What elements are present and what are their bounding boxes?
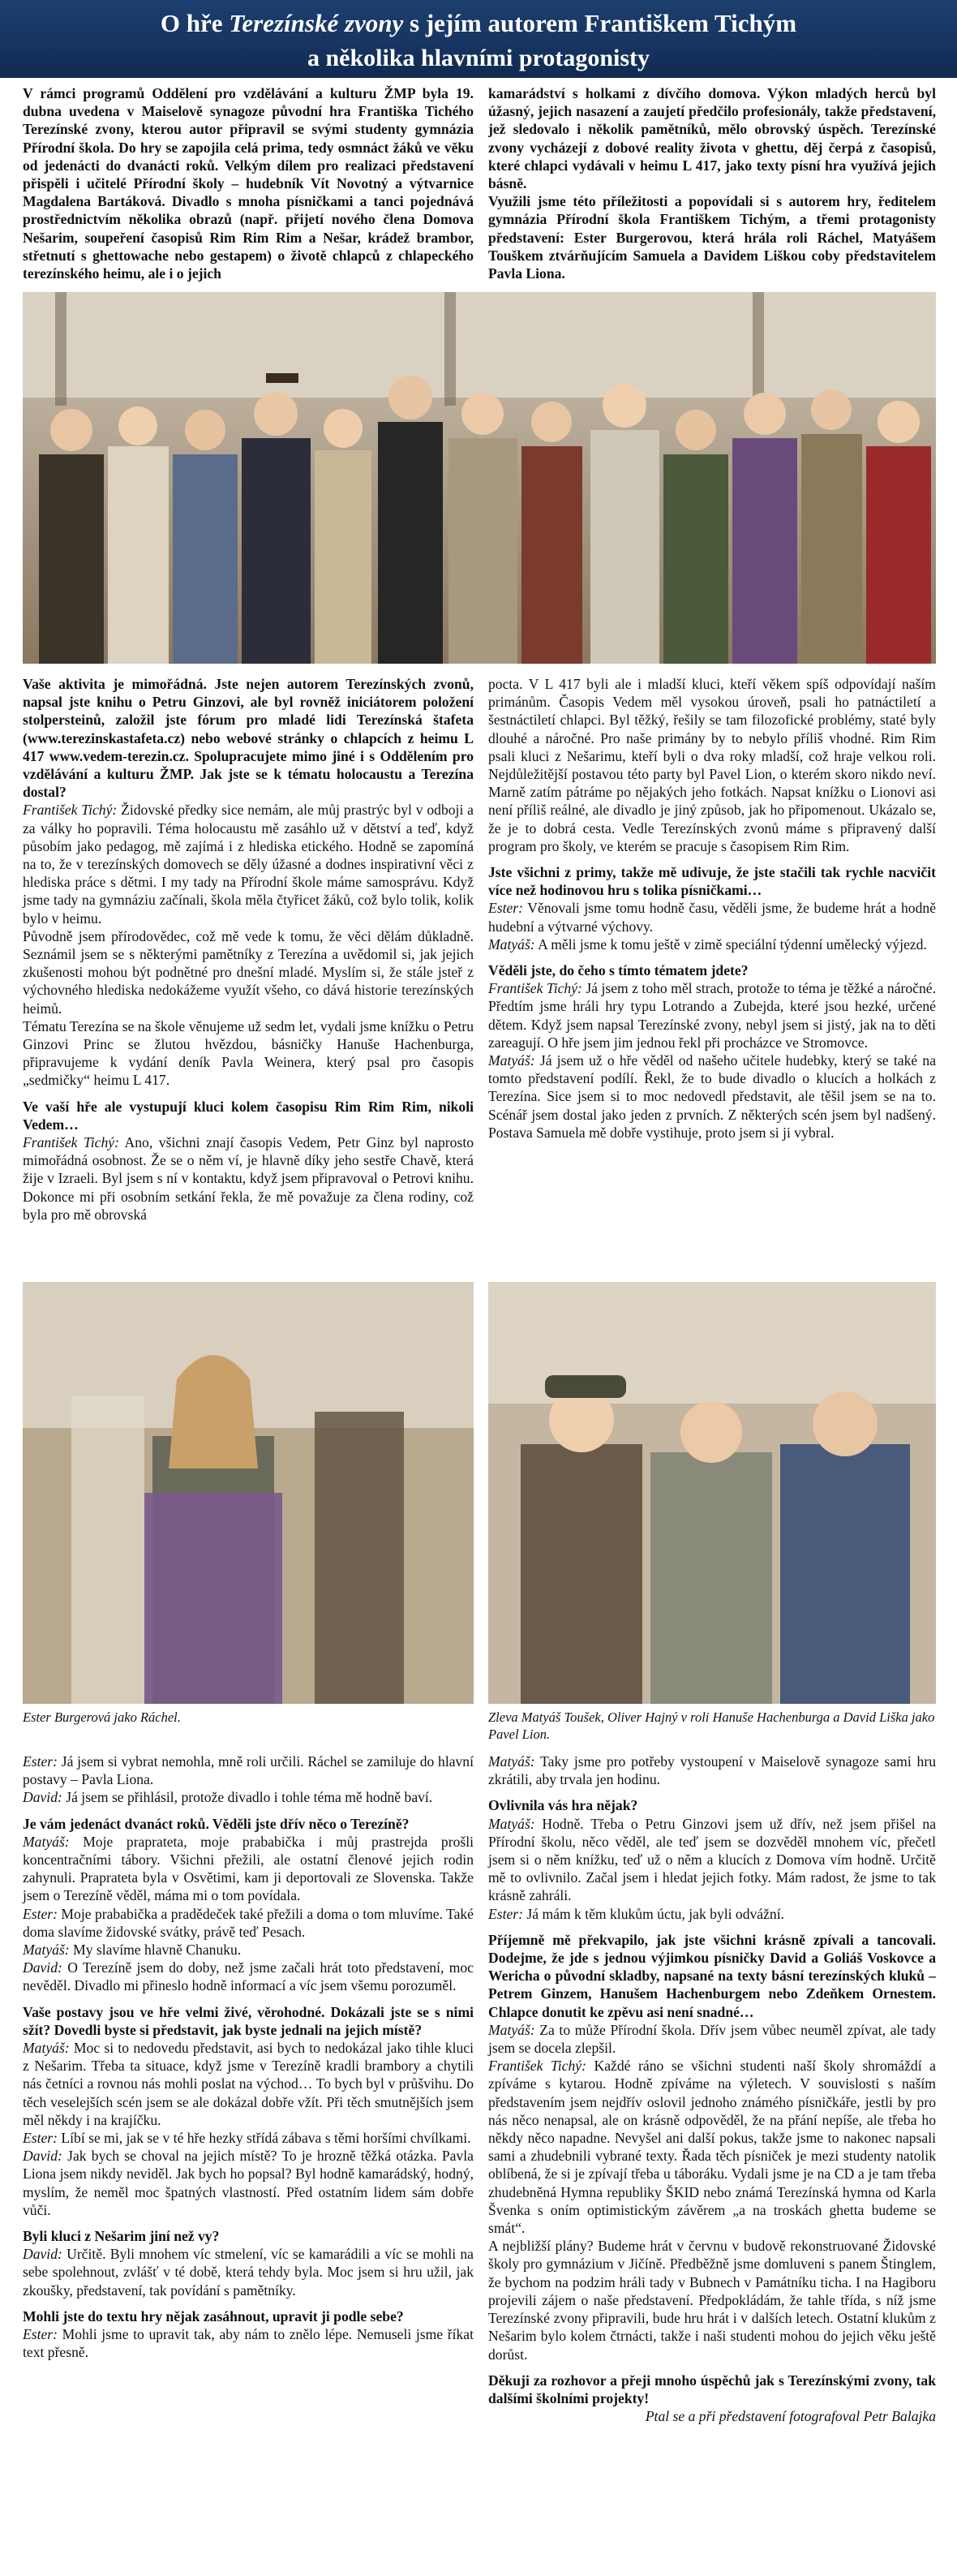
question: Vaše aktivita je mimořádná. Jste nejen autorem Terezínských zvonů, napsal jste knihu o Petru Ginzovi, ale byl rovněž iniciátorem položení stolpersteinů, založil jste fórum pro mladé lidi Terezínská štafeta (www.terezinskastafeta.cz) nebo webové stránky o chlapcích z heimu L 417 www.vedem-terezin.cz. Spolupracujete mimo jiné i s Oddělením pro vzdělávání a kulturu ŽMP. Jak jste se k tématu holocaustu a Terezína dostal?	[23, 676, 474, 801]
answer-text: Já jsem už o hře věděl od našeho učitele hudebky, který se také na tomto představení podílí. Řekl, že to bude divadlo o klucích a holkách z Terezína. Sice jsem si to moc nedovedl představit, ale těšil jsem se na to. Scénář jsem dostal jako jeden z prvních. Z některých scén jsem byl nadšený. Postava Samuela mě dobře vystihuje, proto jsem si ji vybral.	[488, 1052, 936, 1141]
main-stage-photo	[23, 292, 936, 664]
speaker: František Tichý:	[488, 2058, 586, 2075]
photo-caption: Zleva Matyáš Toušek, Oliver Hajný v roli Hanuše Hachenburga a David Liška jako Pavel Lion.	[488, 1709, 935, 1742]
answer-text: Já jsem si vybrat nemohla, mně roli určili. Ráchel se zamiluje do hlavní postavy – Pavla Liona.	[23, 1753, 474, 1788]
photo-boys	[488, 1282, 936, 1704]
answer	[23, 2129, 474, 2147]
answer-text: Moc si to nedovedu představit, asi bych to nedokázal jako tihle kluci z Nešarim. Třeba ta situace, když jsme v Terezíně kradli brambory a chytili nás četníci a rovnou nás mohli poslat na východ… To bych byl v průšvihu. Do těch veselejších scén jsem se ale dokázal dobře vžít. Při těch smutnějších jsem měl někdy i na krajíčku.	[23, 2040, 474, 2128]
girl-on-stage-photo	[23, 1282, 474, 1704]
speaker: Matyáš:	[488, 1052, 535, 1069]
speaker: Ester:	[23, 1753, 58, 1770]
question: Ovlivnila vás hra nějak?	[488, 1797, 638, 1814]
answer	[23, 1959, 474, 1994]
answer-text: Líbí se mi, jak se v té hře hezky střídá zábava s těmi horšími chvílkami.	[58, 2130, 471, 2147]
speaker: Matyáš:	[488, 2021, 535, 2038]
answer-text: Tématu Terezína se na škole věnujeme už sedm let, vydali jsme knížku o Petru Ginzovi Princ se žlutou hvězdou, básničky Hanuše Hachenburga, připravujeme k vydání deník Pavla Weinera, který psal pro časopis „sedmičky“ heimu L 417.	[23, 1017, 474, 1089]
article-subtitle: a několika hlavními protagonisty	[307, 45, 650, 71]
three-boys-photo	[488, 1282, 936, 1704]
speaker: David:	[23, 1959, 62, 1976]
question: Mohli jste do textu hry nějak zasáhnout, upravit ji podle sebe?	[23, 2307, 404, 2324]
question: Vaše postavy jsou ve hře velmi živé, věrohodné. Dokázali jste se s nimi sžít? Dovedli byste si představit, jak byste jednali na jejich místě?	[23, 2003, 474, 2038]
answer-text: O Terezíně jsem do doby, než jsme začali hrát toto představení, moc nevěděl. Divadlo mi přineslo hodně informací a víc jsem všemu porozuměl.	[23, 1959, 474, 1994]
answer	[488, 1752, 936, 1788]
answer	[488, 2057, 936, 2237]
answer	[23, 1133, 474, 1223]
speaker: Matyáš:	[23, 1833, 70, 1850]
answer-text: Hodně. Třeba o Petru Ginzovi jsem už dřív, než jsem přišel na Přírodní školu, něco věděl, ale teď jsem se dozvěděl mnohem víc, přečetl jsem si o něm knížku, teď už o něm a klucích z Domova vím hodně. Určitě mě to ovlivnilo. Začal jsem i hledat jejich fotky. Mám radost, že jsme to tak krásně zahráli.	[488, 1815, 936, 1904]
answer	[23, 2245, 474, 2299]
speaker: František Tichý:	[23, 1134, 119, 1151]
answer-text: Moje praprateta, moje prababička i můj prastrejda prošli koncentračními tábory. Všichni přežili, ale ostatní členové jejich rodin zahynuli. Praprateta byla v Osvětimi, kam ji deportovali ze Slovenska. Takže jsem o Terezíně věděl, máma mi o tom povídala.	[23, 1833, 474, 1904]
speaker: František Tichý:	[488, 980, 582, 997]
answer-text: Určitě. Byli mnohem víc stmelení, víc se kamarádili a víc se mohli na sebe spolehnout, zvlášť v té době, která tehdy byla. Moc jsem si hru užil, jak zkoušky, představení, tak povídání s pamětníky.	[23, 2246, 474, 2299]
question: Je vám jedenáct dvanáct roků. Věděli jste dřív něco o Terezíně?	[23, 1815, 410, 1832]
speaker: Matyáš:	[488, 935, 535, 953]
answer-text: Mohli jsme to upravit tak, aby nám to znělo lépe. Nemuseli jsme říkat text přesně.	[23, 2326, 474, 2361]
answer-text: My slavíme hlavně Chanuku.	[69, 1942, 242, 1959]
speaker: Ester:	[23, 1905, 58, 1922]
answer	[23, 2325, 474, 2361]
right-column-mid	[488, 675, 936, 1142]
speaker: David:	[23, 1789, 62, 1806]
title-part: O hře	[160, 9, 230, 37]
answer	[23, 801, 474, 927]
answer	[23, 1941, 474, 1959]
answer-text: A nejbližší plány? Budeme hrát v červnu v budově rekonstruované Židovské školy pro gymnázium v Jičíně. Předběžně jsme domluveni s panem Štinglem, že bychom na podzim hráli tady v Bubnech v Památníku ticha. I na Hagiboru projevili zájem o naše představení. Předpokládám, že tahle třída, s níž jsme Terezínské zvony připravili, bude hru hrát i v dalších letech. Ostatní klukům z Nešarim bylo kolem čtrnácti, takže i naši studenti mohou do jejich věku ještě dorůst.	[488, 2238, 936, 2363]
answer-text: pocta. V L 417 byli ale i mladší kluci, kteří věkem spíš odpovídají naším primánům. Časopis Vedem měl vysokou úroveň, psali ho patnáctiletí a šestnáctiletí chlapci. Byl těžký, řešily se tam filozofické problémy, staté byly dlouhé a náročné. Pro naše primány by to nebylo příliš vhodné. Rim Rim psali kluci z Nešarimu, kteří byli o dva roky mladší, což hraje velkou roli. Nejdůležitější postavou této party byl Pavel Lion, o kterém skoro nikdo neví. Marně zatím pátráme po nějakých jeho fotkách. Napsat knížku o Lionovi asi není příliš reálné, ale divadlo je jiný způsob, jak ho připomenout. Ukázalo se, že je to dobrá cesta. Vedle Terezínských zvonů máme s připravený další program pro školy, ve kterém se pracuje s časopisem Rim Rim.	[488, 676, 936, 854]
article-header	[0, 0, 957, 78]
speaker: František Tichý:	[23, 802, 118, 819]
left-column-bottom	[23, 1752, 474, 2362]
question: Ve vaší hře ale vystupují kluci kolem časopisu Rim Rim Rim, nikoli Vedem…	[23, 1098, 474, 1133]
question: Příjemně mě překvapilo, jak jste všichni krásně zpívali a tancovali. Dodejme, že jde s jednou výjimkou písničky David a Goliáš Voskovce a Wericha o původní skladby, napsané na texty básní terezínských kluků – Petrem Ginzem, Hanušem Hachenburgem nebo Zdeňkem Ornestem. Chlapce donutit ke zpěvu asi není snadné…	[488, 1931, 936, 2020]
answer-text: Taky jsme pro potřeby vystoupení v Maiselově synagoze sami hru zkrátili, aby trvala jen hodinu.	[488, 1753, 936, 1788]
question: Jste všichni z primy, takže mě udivuje, že jste stačili tak rychle nacvičit více než hodinovou hru s tolika písničkami…	[488, 864, 936, 899]
question: Věděli jste, do čeho s tímto tématem jdete?	[488, 962, 749, 979]
speaker: Matyáš:	[488, 1815, 535, 1832]
speaker: Ester:	[23, 2326, 58, 2343]
answer	[23, 1905, 474, 1941]
answer-text: Moje prababička a pradědeček také přežili a doma o tom mluvíme. Také doma slavíme židovské svátky, právě teď Pesach.	[23, 1905, 474, 1940]
speaker: Ester:	[488, 1905, 523, 1922]
intro-left-column	[23, 84, 474, 282]
answer	[23, 1833, 474, 1905]
right-column-bottom	[488, 1752, 936, 2425]
speaker: David:	[23, 2148, 62, 2165]
intro-paragraph: kamarádství s holkami z dívčího domova. Výkon mladých herců byl úžasný, jejich nasazení a zaujetí předčilo profesionály, takže představení, jež sledovalo i několik pamětníků, mělo obrovský úspěch. Terezínské zvony vycházejí z dobové reality života v ghettu, děj čerpá z časopisů, které chlapci vydávali v heimu L 417, jako texty písní hra využívá jejich básně.	[488, 85, 936, 192]
answer-text: Původně jsem přírodovědec, což mě vede k tomu, že věci dělám důkladně. Seznámil jsem se s některými pamětníky z Terezína a uvědomil si, jak jejich zkušenosti mohou být podnětné pro dnešní mladé. Myslím si, že stále jsteř z výchovného hlediska nedokážeme využít všeho, co dává historie terezínských heimů.	[23, 927, 474, 1017]
question: Byli kluci z Nešarim jiní než vy?	[23, 2228, 220, 2245]
left-column-mid	[23, 675, 474, 1223]
answer-text: Židovské předky sice nemám, ale můj prastrýc byl v odboji a za války ho popravili. Téma holocaustu mě zasáhlo už v dětství a teď, když působím jako pedagog, mě zajímá i z hlediska etického. Hodně se zapomíná na to, že v terezínských domovech se děly úžasné a dodnes inspirativní věci z hlediska práce s dětmi. I my tady na Přírodní škole máme samosprávu. Když jsme tady na gymnáziu začínali, škola měla čtyřicet žáků, což bylo tolik, kolik bylo v heimu.	[23, 802, 474, 927]
answer-text: Věnovali jsme tomu hodně času, věděli jsme, že budeme hrát a hodně hudební a výtvarné výchovy.	[488, 900, 936, 935]
answer	[23, 2039, 474, 2129]
speaker: Matyáš:	[23, 2040, 70, 2057]
answer-text: Já jsem z toho měl strach, protože to téma je těžké a náročné. Předtím jsme hráli hry typu Lotrando a Zubejda, které jsou hezké, určené dětem. Když jsem napsal Terezínské zvony, nebyl jsem si jistý, jak na to děti zareagují. O hře jsem jim jednou řekl při procházce ve Stromovce.	[488, 980, 936, 1051]
answer	[23, 2147, 474, 2219]
answer-text: Já mám k těm klukům úctu, jak byli odvážní.	[523, 1905, 785, 1922]
answer-text: Každé ráno se všichni studenti naší školy shromáždí a zpíváme s kytarou. Hodně zpíváme na výletech. V souvislosti s naším představením jsem nejdřív oslovil jednoho známého písničkáře, jestli by pro nás něco nenapsal, ale on krásně odpověděl, že na přání nepíše, ale třeba ho někdy něco napadne. Nevyšel ani další pokus, takže jsme to nakonec napsali sami a zhudebnili vybrané texty. Řada těch písniček je mezi studenty natolik oblíbená, že si je zpívají třeba u táboráku. Vydali jsme je na CD a je tam třeba zhudebněná Hymna republiky ŠKID nebo známá Terezínská hymna od Karla Švenka s oním optimistickým závěrem „a na troskách ghetta budeme se smát“.	[488, 2058, 936, 2237]
answer	[488, 2021, 936, 2057]
answer-text: Jak bych se choval na jejich místě? To je hrozně těžká otázka. Pavla Liona jsem nikdy neviděl. Jak bych ho popsal? Byl hodně kamarádský, hodný, myslím, že neměl moc špatných vlastností. Před ostatním lidem sám dobře vůči.	[23, 2148, 474, 2218]
answer	[488, 1905, 936, 1923]
title-play-name: Terezínské zvony	[229, 9, 404, 37]
children-choir-photo	[23, 292, 936, 664]
intro-right-column	[488, 84, 936, 282]
answer	[488, 979, 936, 1051]
answer-text: Za to může Přírodní škola. Dřív jsem vůbec neuměl zpívat, ale tady jsem se docela zlepšil.	[488, 2021, 936, 2057]
answer	[488, 1815, 936, 1905]
intro-paragraph: Využili jsme této příležitosti a popovídali si s autorem hry, ředitelem gymnázia Přírodní škola Františkem Tichým, a třemi protagonisty představení: Ester Burgerovou, která hrála roli Ráchel, Matyášem Touškem ztvárňujícím Samuela a Davidem Liškou coby představitelem Pavla Liona.	[488, 193, 936, 282]
answer	[23, 1788, 474, 1806]
title-part: s jejím autorem Františkem Tichým	[403, 9, 797, 37]
closing-remark: Děkuji za rozhovor a přeji mnoho úspěchů jak s Terezínskými zvony, tak dalšími školními projekty!	[488, 2372, 936, 2406]
speaker: Matyáš:	[488, 1753, 535, 1770]
answer-text: A měli jsme k tomu ještě v zimě speciální týdenní umělecký výjezd.	[534, 935, 927, 953]
answer-text: Ano, všichni znají časopis Vedem, Petr Ginz byl naprosto mimořádná osobnost. Že se o něm ví, je hlavně díky jeho sestře Chavě, která žije v Izraeli. Byl jsem s ní v kontaktu, když jsem připravoval o Petrovi knihu. Dokonce mi při osobním setkání řekla, že mě považuje za člena rodiny, což byla pro mě obrovská	[23, 1134, 474, 1223]
speaker: Ester:	[488, 900, 523, 917]
article-title	[0, 0, 957, 42]
photo-caption: Ester Burgerová jako Ráchel.	[23, 1709, 181, 1725]
speaker: Ester:	[23, 2130, 58, 2147]
intro-paragraph: V rámci programů Oddělení pro vzdělávání a kulturu ŽMP byla 19. dubna uvedena v Maiselově synagoze původní hra Františka Tichého Terezínské zvony, kterou autor připravil se svými studenty gymnázia Přírodní škola. Do hry se zapojila celá prima, tedy osmnáct žáků ve věku od jedenácti do dvanácti roků. Velkým dílem pro realizaci představení přispěli i učitelé Přírodní školy – hudebník Vít Novotný a výtvarnice Magdalena Bartáková. Divadlo s mnoha písničkami a tanci pojednává prostřednictvím několika obrazů (např. přijetí nového člena Domova Nešarim, soupeření časopisů Rim Rim Rim a Nešar, krádež brambor, střetnutí s ghettowache nebo gestapem) o životě chlapců z chlapeckého terezínského heimu, ale i o jejich	[23, 85, 474, 282]
speaker: Matyáš:	[23, 1942, 70, 1959]
photo-ester	[23, 1282, 474, 1704]
answer	[488, 899, 936, 935]
answer	[488, 1051, 936, 1142]
author-signature: Ptal se a při představení fotografoval Petr Balajka	[645, 2408, 936, 2425]
answer	[23, 1752, 474, 1788]
answer-text: Já jsem se přihlásil, protože divadlo i tohle téma mě hodně baví.	[62, 1789, 433, 1806]
speaker: David:	[23, 2246, 62, 2263]
answer	[488, 935, 936, 953]
